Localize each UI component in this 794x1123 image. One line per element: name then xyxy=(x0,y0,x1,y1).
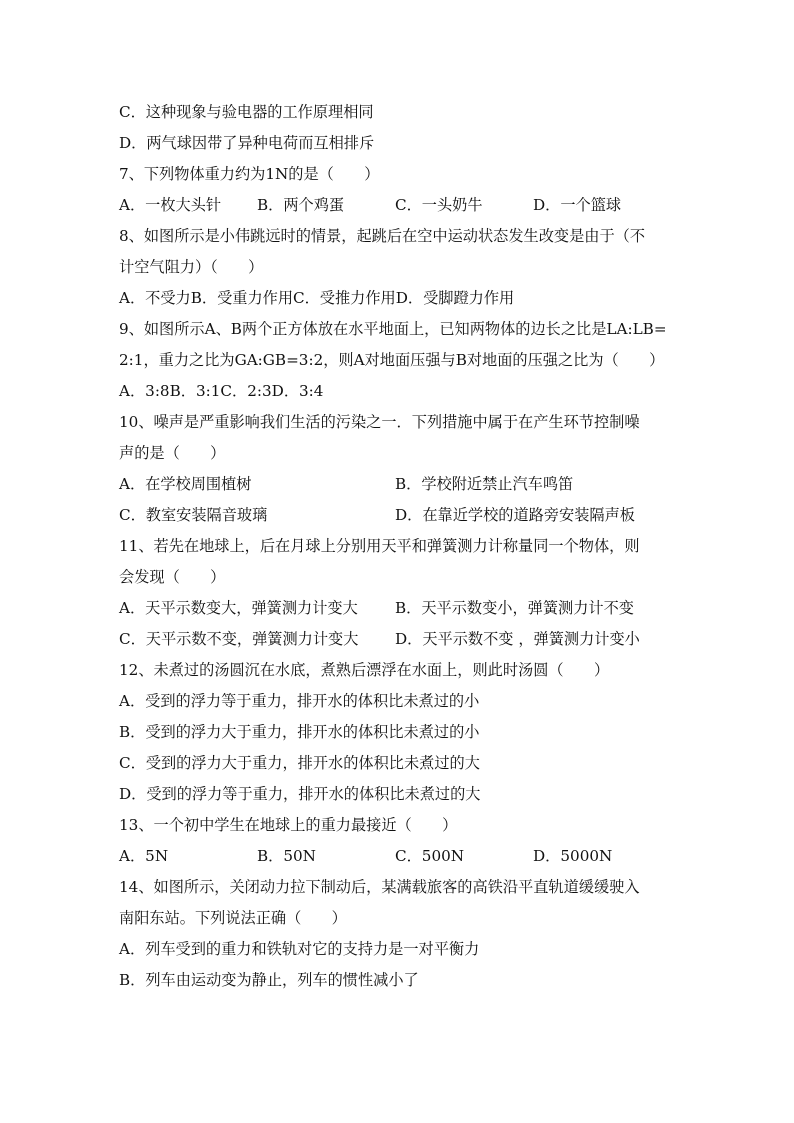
q11-option-b: B．天平示数变小，弹簧测力计不变 xyxy=(395,599,634,617)
q9-options: A．3:8B．3:1C．2:3D．3:4 xyxy=(119,382,324,400)
q8-question-line2: 计空气阻力）（ ） xyxy=(119,258,264,276)
q14-question-line2: 南阳东站。下列说法正确（ ） xyxy=(119,909,347,927)
q11-question-line1: 11、若先在地球上，后在月球上分别用天平和弹簧测力计称量同一个物体，则 xyxy=(119,537,640,555)
q10-option-a: A．在学校周围植树 xyxy=(119,475,252,493)
q12-option-a: A．受到的浮力等于重力，排开水的体积比未煮过的小 xyxy=(119,692,480,710)
q6-option-c: C．这种现象与验电器的工作原理相同 xyxy=(119,103,374,121)
q11-option-c: C．天平示数不变，弹簧测力计变大 xyxy=(119,630,359,648)
q13-option-a: A．5N xyxy=(119,847,169,865)
q11-options-cd xyxy=(119,624,679,655)
q13-option-b: B．50N xyxy=(257,847,316,865)
exam-content xyxy=(119,97,679,996)
q11-question-line2: 会发现（ ） xyxy=(119,568,226,586)
q10-question-line2: 声的是（ ） xyxy=(119,444,226,462)
q7-option-b: B．两个鸡蛋 xyxy=(257,196,345,214)
q14-question-line1: 14、如图所示，关闭动力拉下制动后，某满载旅客的高铁沿平直轨道缓缓驶入 xyxy=(119,878,640,896)
q10-option-c: C．教室安装隔音玻璃 xyxy=(119,506,268,524)
q13-option-d: D．5000N xyxy=(533,847,613,865)
q10-options-ab xyxy=(119,469,679,500)
q8-options: A．不受力B．受重力作用C．受推力作用D．受脚蹬力作用 xyxy=(119,289,515,307)
q7-option-c: C．一头奶牛 xyxy=(395,196,483,214)
q7-option-a: A．一枚大头针 xyxy=(119,196,222,214)
q12-option-d: D．受到的浮力等于重力，排开水的体积比未煮过的大 xyxy=(119,785,481,803)
q11-option-a: A．天平示数变大，弹簧测力计变大 xyxy=(119,599,358,617)
q12-option-c: C．受到的浮力大于重力，排开水的体积比未煮过的大 xyxy=(119,754,480,772)
q13-question: 13、一个初中学生在地球上的重力最接近（ ） xyxy=(119,816,458,834)
q11-option-d: D．天平示数不变 ，弹簧测力计变小 xyxy=(395,630,640,648)
q6-option-d: D．两气球因带了异种电荷而互相排斥 xyxy=(119,134,375,152)
q10-question-line1: 10、噪声是严重影响我们生活的污染之一．下列措施中属于在产生环节控制噪 xyxy=(119,413,640,431)
q9-question-line1: 9、如图所示A、B两个正方体放在水平地面上，已知两物体的边长之比是LA:LB= xyxy=(119,320,667,338)
q11-options-ab xyxy=(119,593,679,624)
q13-option-c: C．500N xyxy=(395,847,465,865)
q12-option-b: B．受到的浮力大于重力，排开水的体积比未煮过的小 xyxy=(119,723,480,741)
q10-option-d: D．在靠近学校的道路旁安装隔声板 xyxy=(395,506,635,524)
q7-options xyxy=(119,190,679,221)
q14-option-b: B．列车由运动变为静止，列车的惯性减小了 xyxy=(119,971,419,989)
q10-option-b: B．学校附近禁止汽车鸣笛 xyxy=(395,475,574,493)
q7-option-d: D．一个篮球 xyxy=(533,196,622,214)
q13-options xyxy=(119,841,679,872)
q9-question-line2: 2:1，重力之比为GA:GB=3:2，则A对地面压强与B对地面的压强之比为（ ） xyxy=(119,351,665,369)
q12-question: 12、未煮过的汤圆沉在水底，煮熟后漂浮在水面上，则此时汤圆（ ） xyxy=(119,661,610,679)
q14-option-a: A．列车受到的重力和铁轨对它的支持力是一对平衡力 xyxy=(119,940,480,958)
q10-options-cd xyxy=(119,500,679,531)
q8-question-line1: 8、如图所示是小伟跳远时的情景，起跳后在空中运动状态发生改变是由于（不 xyxy=(119,227,646,245)
q7-question: 7、下列物体重力约为1N的是（ ） xyxy=(119,165,380,183)
